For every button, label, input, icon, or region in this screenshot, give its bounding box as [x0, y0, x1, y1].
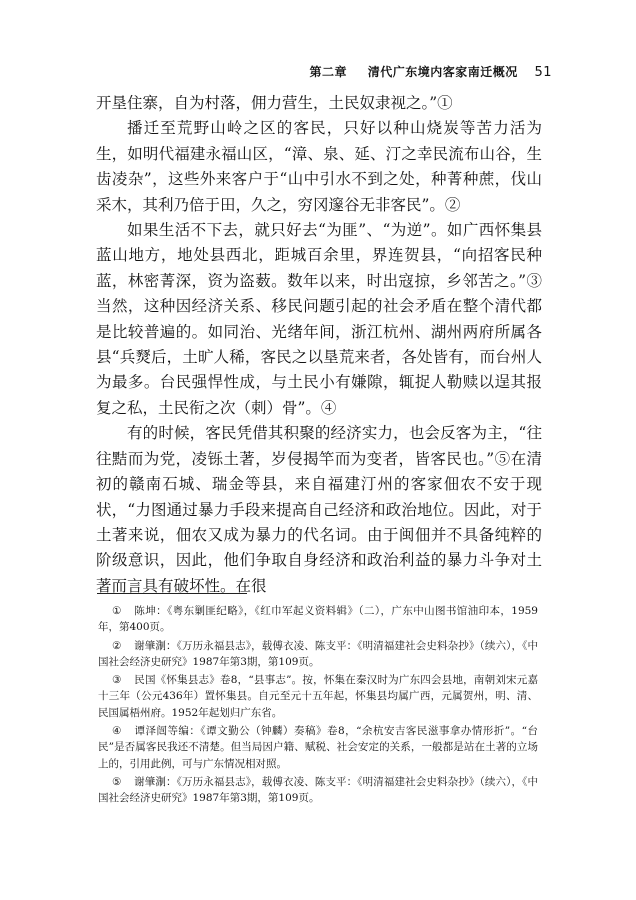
footnote-mark: ① [112, 605, 122, 617]
footnote-text: 民国《怀集县志》卷8，“县事志”。按，怀集在秦汉时为广东四会县地，南朝刘宋元嘉十三年（公元436年）置怀集县。自元至元十五年起，怀集县均属广西，元属贺州，明、清、民国属梧州府。1952年起划归广东省。 [98, 674, 538, 719]
footnote-rule [97, 593, 247, 594]
footnote [98, 723, 538, 772]
footnote-mark: ⑤ [112, 775, 122, 788]
paragraph: 有的时候，客民凭借其积聚的经济实力，也会反客为主，“往往黠而为党，凌铄土著，岁侵揭竿而为变者，皆客民也。”⑤在清初的赣南石城、瑞金等县，来自福建汀州的客家佃农不安于现状，“力图通过暴力手段来提高自己经济和政治地位。因此，对于土著来说，佃农又成为暴力的代名词。由于闽佃并不具备纯粹的阶级意识，因此，他们争取自身经济和政治利益的暴力斗争对土著而言具有破坏性。在很 [96, 424, 542, 595]
page-number: 51 [534, 65, 552, 80]
paragraph: 播迁至荒野山岭之区的客民，只好以种山烧炭等苦力活为生，如明代福建永福山区，“漳、泉、延、汀之幸民流布山谷，生齿凌杂”，这些外来客户于“山中引水不到之处，种菁种蔗，伐山采木，其利乃倍于田，久之，穷冈邃谷无非客民”。② [96, 119, 542, 214]
footnote-mark: ② [112, 639, 122, 652]
footnote-text: 谭泽闿等编：《谭文勤公（钟麟）奏稿》卷8，“余杭安吉客民滋事拿办情形折”。“台民”是否属客民我还不清楚。但当局因户籍、赋税、社会安定的关系，一般都是站在土著的立场上的，引用此例，可与广东情况相对照。 [98, 725, 538, 770]
footnote [98, 603, 538, 636]
chapter-title: 清代广东境内客家南迁概况 [367, 65, 518, 79]
footnote-text: 谢肇淛：《万历永福县志》，载傅衣凌、陈支平：《明清福建社会史料杂抄》（续六），《中国社会经济史研究》1987年第3期，第109页。 [98, 639, 538, 668]
footnote-mark: ④ [112, 725, 122, 738]
footnotes [98, 603, 538, 809]
footnote [98, 672, 538, 721]
footnote [98, 638, 538, 671]
main-text [96, 91, 542, 599]
footnote-text: 谢肇淛：《万历永福县志》，载傅衣凌、陈支平：《明清福建社会史料杂抄》（续六），《中国社会经济史研究》1987年第3期，第109页。 [98, 775, 538, 805]
paragraph: 如果生活不下去，就只好去“为匪”、“为逆”。如广西怀集县蓝山地方，地处县西北，距城百余里，界连贺县，“向招客民种蓝，林密菁深，资为盗薮。数年以来，时出寇掠，乡邻苦之。”③当然，这种因经济关系、移民问题引起的社会矛盾在整个清代都是比较普遍的。如同治、光绪年间，浙江杭州、湖州两府所属各县“兵燹后，土旷人稀，客民之以垦荒来者，各处皆有，而台州人为最多。台民强悍性成，与土民小有嫌隙，辄捉人勒赎以逞其报复之私，土民衔之次（刺）骨”。④ [96, 221, 542, 417]
paragraph: 开垦住寨，自为村落，佣力营生，土民奴隶视之。”① [96, 94, 453, 112]
chapter-label: 第二章 [309, 65, 348, 79]
running-header [310, 63, 552, 80]
footnote-text: 陈坤：《粤东剿匪纪略》，《红巾军起义资料辑》（二），广东中山图书馆油印本，1959年，第400页。 [98, 605, 538, 634]
footnote-mark: ③ [112, 674, 122, 687]
footnote [98, 774, 538, 807]
